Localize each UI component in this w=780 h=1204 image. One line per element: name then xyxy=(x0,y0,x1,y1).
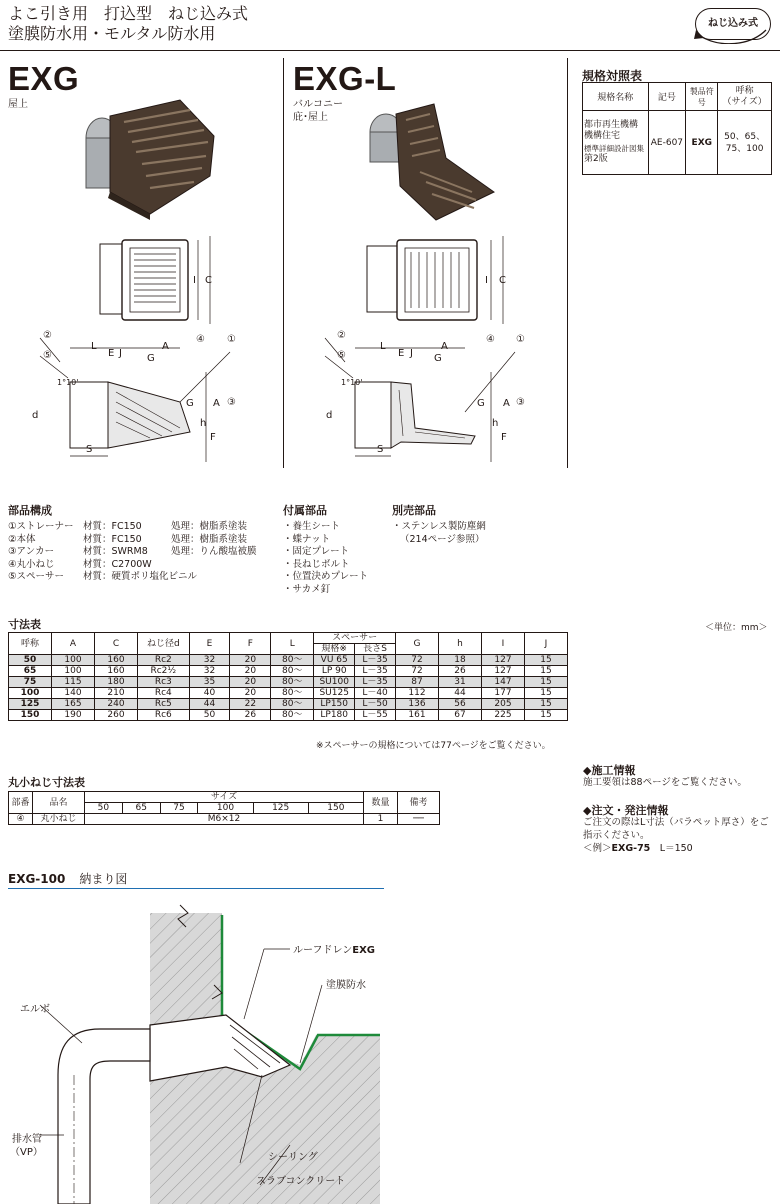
table-cell: 20 xyxy=(230,677,271,688)
table-cell: 35 xyxy=(189,677,230,688)
table-cell: 15 xyxy=(524,666,567,677)
exg-l-label-G: G xyxy=(477,398,485,409)
table-row xyxy=(9,699,568,710)
screw-table xyxy=(8,791,440,825)
part-name: ②本体 xyxy=(8,533,36,545)
part-material: 材質：SWRM8 xyxy=(83,546,148,558)
table-row xyxy=(9,666,568,677)
table-row xyxy=(9,710,568,721)
screw-cell-name: 丸小ねじ xyxy=(33,814,85,825)
spec-table-title: 規格対照表 xyxy=(582,69,643,83)
model-exg-l-use1: バルコニー xyxy=(293,99,343,110)
spec-header-code: 製品符号 xyxy=(686,83,718,111)
dim-header-size: 呼称 xyxy=(9,633,52,655)
spec-cell-code: EXG xyxy=(686,111,718,175)
header-line-1: よこ引き用 打込型 ねじ込み式 xyxy=(8,4,249,23)
dim-header-J: J xyxy=(524,633,567,655)
exg-l-label-A: A xyxy=(441,341,448,352)
table-cell: 127 xyxy=(481,666,524,677)
table-cell: 225 xyxy=(481,710,524,721)
part-name: ③アンカー xyxy=(8,546,55,558)
table-cell: 100 xyxy=(9,688,52,699)
table-cell: 150 xyxy=(9,710,52,721)
exg-l-top-view-drawing xyxy=(345,232,515,332)
order-info-line-2: 指示ください。 xyxy=(583,830,650,841)
table-cell: 100 xyxy=(52,655,95,666)
order-example-prefix: ＜例＞ xyxy=(583,843,612,854)
exg-label-F: F xyxy=(210,432,216,443)
install-label-sealing: シーリング xyxy=(268,1152,318,1163)
install-label-roofdrain xyxy=(293,941,375,956)
construction-info-title: ◆施工情報 xyxy=(583,764,636,777)
table-cell: Rc2½ xyxy=(138,666,190,677)
exg-l-label-h: h xyxy=(492,418,499,429)
badge-arrow-icon xyxy=(690,6,776,44)
install-label-pipe: 排水管 xyxy=(12,1134,42,1145)
screw-header-remark: 備考 xyxy=(398,792,440,814)
table-cell: L－35 xyxy=(355,655,396,666)
exg-l-callout-1: ① xyxy=(516,334,525,345)
table-cell: 72 xyxy=(395,655,438,666)
table-cell: 80～ xyxy=(271,710,314,721)
table-cell: 136 xyxy=(395,699,438,710)
table-cell: Rc2 xyxy=(138,655,190,666)
screw-header-no: 部番 xyxy=(9,792,33,814)
table-cell: 125 xyxy=(9,699,52,710)
exg-callout-1: ① xyxy=(227,334,236,345)
exg-l-label-A-vert: A xyxy=(503,398,510,409)
table-cell: 115 xyxy=(52,677,95,688)
dim-header-L: L xyxy=(271,633,314,655)
order-info-example xyxy=(583,843,693,856)
spec-sizes-line-2: 75、100 xyxy=(725,143,764,154)
exg-product-image xyxy=(80,96,220,221)
table-cell: 80～ xyxy=(271,666,314,677)
dim-header-h: h xyxy=(438,633,481,655)
table-cell: LP180 xyxy=(314,710,355,721)
table-cell: 87 xyxy=(395,677,438,688)
dim-table xyxy=(8,632,568,721)
exg-l-product-image xyxy=(360,96,500,221)
screw-cell-qty: 1 xyxy=(364,814,398,825)
spec-cell-sizes xyxy=(718,111,772,175)
table-row xyxy=(9,677,568,688)
table-cell: 22 xyxy=(230,699,271,710)
dim-header-G: G xyxy=(395,633,438,655)
spec-cell-name xyxy=(583,111,649,175)
table-cell: 50 xyxy=(9,655,52,666)
table-row xyxy=(9,655,568,666)
spec-cell-symbol: AE-607 xyxy=(648,111,686,175)
exg-l-label-I: I xyxy=(485,275,488,286)
install-roofdrain-model: EXG xyxy=(352,945,375,956)
table-cell: L－50 xyxy=(355,699,396,710)
table-cell: L－40 xyxy=(355,688,396,699)
table-cell: Rc5 xyxy=(138,699,190,710)
part-treatment: 処理：樹脂系塗装 xyxy=(171,533,248,545)
exg-callout-3: ③ xyxy=(227,397,236,408)
table-cell: 31 xyxy=(438,677,481,688)
header-rule xyxy=(0,50,780,51)
table-cell: 180 xyxy=(95,677,138,688)
dim-header-C: C xyxy=(95,633,138,655)
dim-header-spacer: スペーサー xyxy=(314,633,396,644)
parts-item xyxy=(8,546,278,559)
dim-header-A: A xyxy=(52,633,95,655)
spec-sizes-line-1: 50、65、 xyxy=(724,131,766,142)
table-cell: 260 xyxy=(95,710,138,721)
exg-label-h: h xyxy=(200,418,207,429)
screw-cell-no: ④ xyxy=(9,814,33,825)
part-material: 材質：硬質ポリ塩化ビニル xyxy=(83,571,198,583)
table-cell: 72 xyxy=(395,666,438,677)
optional-item-note: （214ページ参照） xyxy=(400,533,485,545)
part-treatment: 処理：りん酸塩被膜 xyxy=(171,546,257,558)
dim-header-F: F xyxy=(230,633,271,655)
dim-table-footnote: ※スペーサーの規格については77ページをご覧ください。 xyxy=(316,741,551,751)
accessory-item: ・固定プレート xyxy=(283,546,350,558)
table-row xyxy=(9,688,568,699)
screw-size-150: 150 xyxy=(308,803,363,814)
exg-label-A: A xyxy=(162,341,169,352)
table-cell: 56 xyxy=(438,699,481,710)
table-cell: 100 xyxy=(52,666,95,677)
spec-name-line-1: 都市再生機構 xyxy=(584,119,639,130)
screw-size-65: 65 xyxy=(122,803,160,814)
exg-l-callout-5: ⑤ xyxy=(337,350,346,361)
dim-header-d: ねじ径d xyxy=(138,633,190,655)
accessory-item: ・長ねじボルト xyxy=(283,558,350,570)
dim-table-unit: ＜単位：mm＞ xyxy=(705,623,768,633)
exg-l-label-L: L xyxy=(380,341,386,352)
dim-header-I: I xyxy=(481,633,524,655)
table-cell: SU125 xyxy=(314,688,355,699)
part-name: ④丸小ねじ xyxy=(8,558,55,570)
table-cell: Rc4 xyxy=(138,688,190,699)
exg-l-label-C: C xyxy=(499,275,506,286)
spec-table xyxy=(582,82,772,175)
dim-header-E: E xyxy=(189,633,230,655)
parts-item xyxy=(8,521,278,534)
install-label-elbow: エルボ xyxy=(20,1004,50,1015)
dim-header-spacer-spec: 規格※ xyxy=(314,644,355,655)
header-line-2: 塗膜防水用・モルタル防水用 xyxy=(8,24,216,43)
table-cell: 20 xyxy=(230,688,271,699)
column-divider-1 xyxy=(283,58,284,468)
model-exg-l-use2: 庇･屋上 xyxy=(293,112,328,123)
table-cell: 32 xyxy=(189,655,230,666)
model-exg: EXG xyxy=(8,60,80,97)
spec-header-symbol: 記号 xyxy=(648,83,686,111)
part-material: 材質：C2700W xyxy=(83,558,152,570)
exg-l-callout-3: ③ xyxy=(516,397,525,408)
type-badge-label: ねじ込み式 xyxy=(708,18,758,29)
install-title-rule xyxy=(8,888,384,889)
accessory-item: ・蝶ナット xyxy=(283,533,331,545)
screw-size-75: 75 xyxy=(160,803,198,814)
screw-header-size: サイズ xyxy=(85,792,364,803)
exg-l-label-S: S xyxy=(377,444,384,455)
exg-label-J: J xyxy=(119,348,122,359)
exg-l-label-G-top: G xyxy=(434,353,442,364)
table-cell: 80～ xyxy=(271,699,314,710)
table-cell: 140 xyxy=(52,688,95,699)
dim-table-body xyxy=(9,655,568,721)
dim-table-title: 寸法表 xyxy=(8,618,41,631)
table-cell: 127 xyxy=(481,655,524,666)
table-cell: 165 xyxy=(52,699,95,710)
table-cell: 80～ xyxy=(271,677,314,688)
table-cell: 240 xyxy=(95,699,138,710)
part-material: 材質：FC150 xyxy=(83,521,142,532)
parts-list xyxy=(8,521,278,584)
table-cell: 32 xyxy=(189,666,230,677)
exg-l-label-F: F xyxy=(501,432,507,443)
table-cell: 15 xyxy=(524,710,567,721)
exg-label-C: C xyxy=(205,275,212,286)
screw-size-125: 125 xyxy=(253,803,308,814)
exg-callout-2: ② xyxy=(43,330,52,341)
order-example-suffix: L＝150 xyxy=(650,843,693,854)
table-cell: 20 xyxy=(230,655,271,666)
table-cell: 190 xyxy=(52,710,95,721)
optional-item: ・ステンレス製防塵網 xyxy=(392,521,486,532)
table-cell: SU100 xyxy=(314,677,355,688)
table-cell: 15 xyxy=(524,655,567,666)
exg-l-label-E: E xyxy=(398,348,405,359)
exg-label-angle: 1°10' xyxy=(57,378,79,387)
screw-table-title: 丸小ねじ寸法表 xyxy=(8,776,85,789)
table-cell: 15 xyxy=(524,688,567,699)
table-cell: 44 xyxy=(438,688,481,699)
table-cell: 15 xyxy=(524,699,567,710)
table-cell: 50 xyxy=(189,710,230,721)
part-material: 材質：FC150 xyxy=(83,533,142,545)
table-cell: 80～ xyxy=(271,688,314,699)
column-divider-2 xyxy=(567,58,568,468)
exg-label-A-vert: A xyxy=(213,398,220,409)
accessory-item: ・養生シート xyxy=(283,521,341,532)
install-title xyxy=(8,870,127,887)
part-name: ①ストレーナー xyxy=(8,521,74,532)
install-title-model: EXG-100 xyxy=(8,872,66,886)
exg-l-callout-2: ② xyxy=(337,330,346,341)
table-cell: 177 xyxy=(481,688,524,699)
part-treatment: 処理：樹脂系塗装 xyxy=(171,521,248,532)
exg-label-G: G xyxy=(186,398,194,409)
table-cell: 18 xyxy=(438,655,481,666)
exg-callout-5: ⑤ xyxy=(43,350,52,361)
parts-title: 部品構成 xyxy=(8,504,52,517)
parts-item xyxy=(8,559,278,572)
model-exg-use: 屋上 xyxy=(8,99,28,110)
table-cell: 147 xyxy=(481,677,524,688)
screw-header-name: 品名 xyxy=(33,792,85,814)
table-cell: 161 xyxy=(395,710,438,721)
table-cell: 205 xyxy=(481,699,524,710)
table-cell: 44 xyxy=(189,699,230,710)
exg-label-L: L xyxy=(91,341,97,352)
exg-label-d: d xyxy=(32,410,39,421)
exg-l-callout-4: ④ xyxy=(486,334,495,345)
order-example-model: EXG-75 xyxy=(611,843,651,854)
screw-size-100: 100 xyxy=(198,803,253,814)
spec-name-line-4: 第2版 xyxy=(584,154,608,164)
table-cell: 65 xyxy=(9,666,52,677)
table-cell: 26 xyxy=(438,666,481,677)
spec-name-line-3: 標準詳細設計図集 xyxy=(584,143,644,153)
order-info-title: ◆注文・発注情報 xyxy=(583,804,669,817)
install-label-pipe-vp: （VP） xyxy=(10,1147,43,1158)
install-roofdrain-prefix: ルーフドレン xyxy=(293,945,353,956)
exg-l-section-drawing xyxy=(315,332,535,467)
parts-item xyxy=(8,571,278,584)
parts-item xyxy=(8,534,278,547)
table-cell: 15 xyxy=(524,677,567,688)
exg-l-label-d: d xyxy=(326,410,333,421)
spec-name-line-2: 機構住宅 xyxy=(584,131,621,141)
table-cell: 160 xyxy=(95,666,138,677)
accessory-item: ・サカメ釘 xyxy=(283,583,331,595)
table-cell: L－35 xyxy=(355,677,396,688)
part-name: ⑤スペーサー xyxy=(8,571,65,583)
exg-l-label-angle: 1°10' xyxy=(341,378,363,387)
table-cell: VU 65 xyxy=(314,655,355,666)
table-cell: 26 xyxy=(230,710,271,721)
table-cell: 20 xyxy=(230,666,271,677)
exg-label-G-top: G xyxy=(147,353,155,364)
exg-label-E: E xyxy=(108,348,115,359)
exg-label-I: I xyxy=(193,275,196,286)
screw-cell-remark: ── xyxy=(398,814,440,825)
screw-header-qty: 数量 xyxy=(364,792,398,814)
install-label-membrane: 塗膜防水 xyxy=(326,980,366,991)
exg-label-S: S xyxy=(86,444,93,455)
table-cell: L－55 xyxy=(355,710,396,721)
table-cell: 112 xyxy=(395,688,438,699)
model-exg-l: EXG-L xyxy=(293,60,397,97)
table-cell: 75 xyxy=(9,677,52,688)
spec-header-name: 規格名称 xyxy=(583,83,649,111)
spec-header-size: 呼称 （サイズ） xyxy=(718,83,772,111)
table-cell: 40 xyxy=(189,688,230,699)
optional-title: 別売部品 xyxy=(392,504,436,517)
table-cell: 67 xyxy=(438,710,481,721)
table-cell: 210 xyxy=(95,688,138,699)
table-cell: Rc6 xyxy=(138,710,190,721)
install-label-slab: スラブコンクリート xyxy=(256,1176,346,1187)
accessories-list xyxy=(283,521,368,597)
table-cell: L－35 xyxy=(355,666,396,677)
optional-list xyxy=(392,521,486,546)
dim-header-spacer-length: 長さS xyxy=(355,644,396,655)
install-title-text: 納まり図 xyxy=(79,872,128,886)
table-cell: 160 xyxy=(95,655,138,666)
screw-cell-size: M6×12 xyxy=(85,814,364,825)
accessory-item: ・位置決めプレート xyxy=(283,571,369,583)
construction-info-text: 施工要領は88ページをご覧ください。 xyxy=(583,777,747,788)
table-cell: 80～ xyxy=(271,655,314,666)
screw-size-50: 50 xyxy=(85,803,123,814)
table-cell: Rc3 xyxy=(138,677,190,688)
table-cell: LP150 xyxy=(314,699,355,710)
exg-callout-4: ④ xyxy=(196,334,205,345)
order-info-line-1: ご注文の際はL寸法（パラペット厚さ）をご xyxy=(583,817,769,828)
accessories-title: 付属部品 xyxy=(283,504,327,517)
table-cell: LP 90 xyxy=(314,666,355,677)
exg-l-label-J: J xyxy=(410,348,413,359)
